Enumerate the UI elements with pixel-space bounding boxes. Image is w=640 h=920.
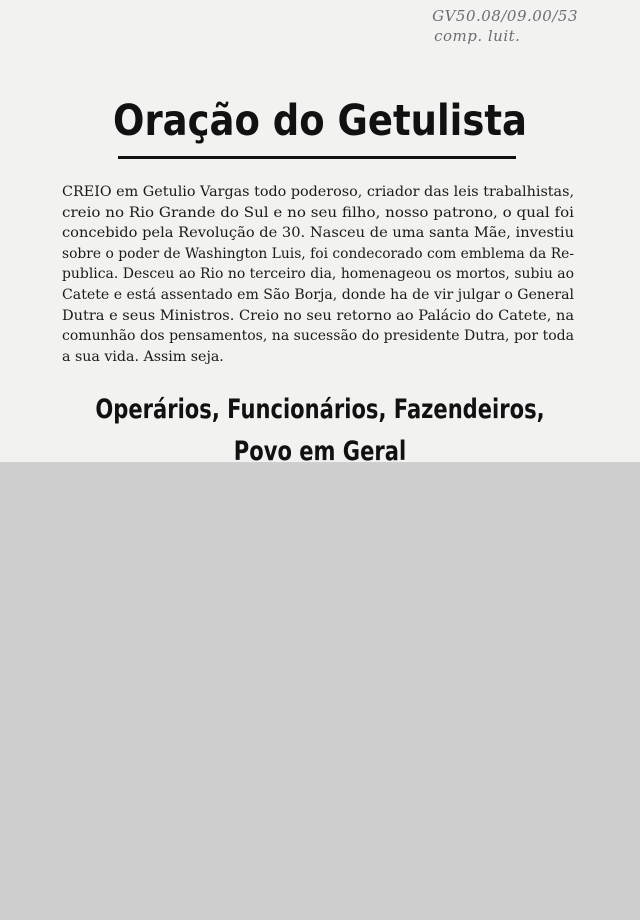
prayer-body xyxy=(62,182,574,367)
archive-annotation xyxy=(432,6,578,46)
body-line: sobre o poder de Washington Luis, foi condecorado com emblema da Re- xyxy=(62,245,574,262)
page-title: Oração do Getulista xyxy=(113,96,527,146)
body-line: comunhão dos pensamentos, na sucessão do presidente Dutra, por toda xyxy=(62,328,574,345)
archive-annotation-line-1: GV50.08/09.00/53 xyxy=(432,7,578,25)
body-line: a sua vida. Assim seja. xyxy=(62,348,224,365)
body-line: Catete e está assentado em São Borja, donde ha de vir julgar o General xyxy=(62,286,575,303)
body-line: Dutra e seus Ministros. Creio no seu retorno ao Palácio do Catete, na xyxy=(62,307,575,324)
body-line: publica. Desceu ao Rio no terceiro dia, homenageou os mortos, subiu ao xyxy=(62,266,574,283)
title-underline xyxy=(118,156,516,159)
archive-annotation-line-2: comp. luit. xyxy=(434,27,521,45)
closing-headline-line-1: Operários, Funcionários, Fazendeiros, xyxy=(95,394,545,425)
body-line: concebido pela Revolução de 30. Nasceu de uma santa Mãe, investiu xyxy=(62,225,574,242)
body-line: CREIO em Getulio Vargas todo poderoso, criador das leis trabalhistas, xyxy=(62,184,575,200)
closing-headline-line-2: Povo em Geral xyxy=(233,436,407,462)
body-line: creio no Rio Grande do Sul e no seu filho, nosso patrono, o qual foi xyxy=(62,204,574,221)
